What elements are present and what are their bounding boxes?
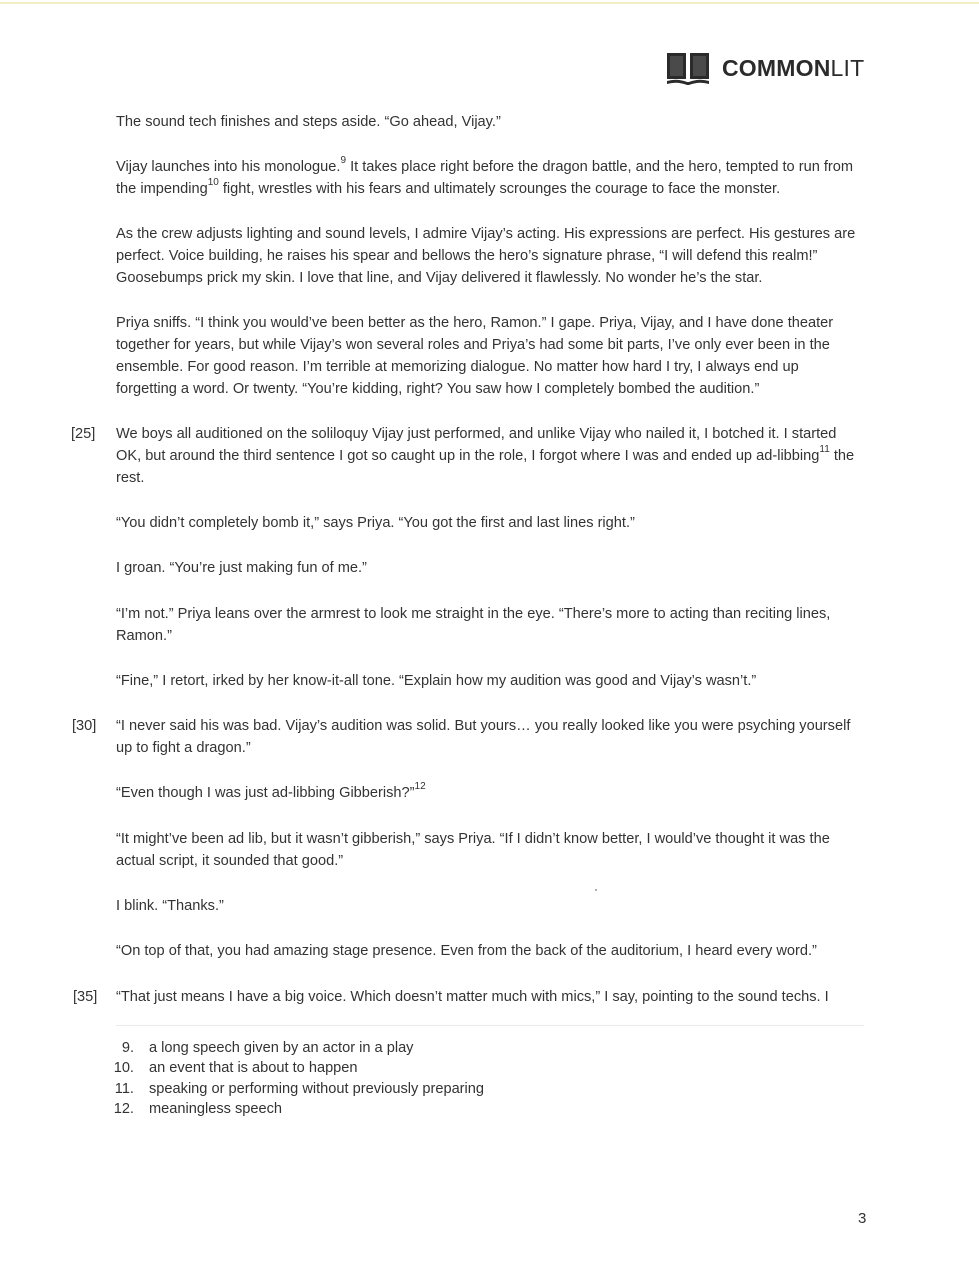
paragraph-text: The sound tech finishes and steps aside. “Go ahead, Vijay.” bbox=[116, 114, 501, 130]
footnote-number: 10. bbox=[113, 1060, 134, 1077]
paragraph-text: As the crew adjusts lighting and sound levels, I admire Vijay’s acting. His expressions are perfect. His gestures are perfect. Voice building, he raises his spear and bellows the hero’s signature phrase, “I will defend this realm!” Goosebumps prick my skin. I love that line, and Vijay delivered it flawlessly. No wonder he’s the star. bbox=[116, 226, 856, 286]
footnote-ref[interactable]: 10 bbox=[207, 177, 219, 189]
paragraph-text: It takes place right before the dragon battle, and the hero, tempted to run from the impending bbox=[116, 159, 854, 197]
footnote-number: 11. bbox=[114, 1080, 134, 1097]
paragraph-text: I blink. “Thanks.” bbox=[116, 898, 224, 914]
paragraph-text: “Fine,” I retort, irked by her know-it-all tone. “Explain how my audition was good and Vijay’s wasn’t.” bbox=[116, 673, 757, 689]
book-icon bbox=[666, 51, 710, 85]
footnote-text: speaking or performing without previously preparing bbox=[149, 1080, 485, 1097]
footnote-ref[interactable]: 9 bbox=[340, 155, 347, 167]
footnote-text: a long speech given by an actor in a play bbox=[149, 1040, 414, 1056]
logo-bold-text: COMMON bbox=[722, 54, 831, 81]
paragraph bbox=[116, 782, 862, 804]
paragraph-text: “It might’ve been ad lib, but it wasn’t gibberish,” says Priya. “If I didn’t know better, I would’ve thought it was the actual script, it sounded that good.” bbox=[116, 831, 830, 869]
page-number: 3 bbox=[858, 1210, 867, 1227]
scan-speck bbox=[595, 889, 597, 891]
paragraph bbox=[116, 557, 862, 579]
footnote bbox=[104, 1038, 484, 1058]
footnote-ref[interactable]: 11 bbox=[819, 444, 830, 456]
footnote bbox=[104, 1099, 484, 1119]
footnote-divider bbox=[116, 1025, 864, 1026]
paragraph bbox=[116, 512, 862, 534]
footnote-text: meaningless speech bbox=[149, 1100, 283, 1117]
logo-light-text: LIT bbox=[830, 54, 865, 81]
paragraph bbox=[116, 312, 862, 400]
paragraph-text: “I’m not.” Priya leans over the armrest to look me straight in the eye. “There’s more to acting than reciting lines, Ramon.” bbox=[116, 606, 831, 644]
paragraph-text: Priya sniffs. “I think you would’ve been better as the hero, Ramon.” I gape. Priya, Vijay, and I have done theater together for years, but while Vijay’s won several roles and Priya’s had some bit parts, I’ve only ever been in the ensemble. For good reason. I’m terrible at memorizing dialogue. No matter how hard I try, I always end up forgetting a word. Or twenty. “You’re kidding, right? You saw how I completely bombed the audition.” bbox=[116, 315, 834, 397]
footnote-ref[interactable]: 12 bbox=[414, 781, 426, 793]
paragraph-text: “On top of that, you had amazing stage presence. Even from the back of the auditorium, I heard every word.” bbox=[116, 943, 817, 959]
paragraph bbox=[116, 895, 862, 917]
commonlit-logo bbox=[666, 50, 864, 86]
paragraph bbox=[116, 603, 862, 647]
paragraph bbox=[116, 828, 862, 872]
paragraph-text: “Even though I was just ad-libbing Gibberish?” bbox=[116, 785, 415, 801]
paragraph-text: “I never said his was bad. Vijay’s audition was solid. But yours… you really looked like you were psyching yourself up to fight a dragon.” bbox=[116, 718, 851, 756]
footnote-number: 9. bbox=[121, 1040, 134, 1056]
footnote bbox=[104, 1058, 484, 1078]
footnote-text: an event that is about to happen bbox=[149, 1060, 358, 1077]
paragraph bbox=[116, 986, 862, 1008]
footnote bbox=[104, 1079, 484, 1099]
paragraph-number: [25] bbox=[71, 426, 96, 442]
top-rule bbox=[0, 2, 979, 4]
paragraph-text: the rest. bbox=[116, 448, 855, 486]
footnotes bbox=[104, 1038, 484, 1119]
paragraph bbox=[116, 156, 862, 200]
paragraph-text: Vijay launches into his monologue. bbox=[116, 159, 341, 175]
paragraph bbox=[116, 940, 862, 962]
footnote-number: 12. bbox=[113, 1100, 134, 1117]
paragraph bbox=[116, 715, 862, 759]
paragraph-number: [30] bbox=[72, 718, 97, 734]
paragraph bbox=[116, 670, 862, 692]
paragraph-text: fight, wrestles with his fears and ultimately scrounges the courage to face the monster. bbox=[218, 181, 781, 197]
paragraph-number: [35] bbox=[73, 989, 98, 1005]
logo-wordmark bbox=[722, 54, 865, 81]
paragraph-text: “That just means I have a big voice. Which doesn’t matter much with mics,” I say, pointing to the sound techs. I bbox=[116, 989, 829, 1005]
paragraph bbox=[116, 423, 862, 489]
paragraph-text: I groan. “You’re just making fun of me.” bbox=[116, 560, 367, 576]
paragraph-text: We boys all auditioned on the soliloquy Vijay just performed, and unlike Vijay who nailed it, I botched it. I started OK, but around the third sentence I got so caught up in the role, I forgot where I was and ended up ad-libbing bbox=[116, 426, 837, 464]
paragraph-text: “You didn’t completely bomb it,” says Priya. “You got the first and last lines right.” bbox=[116, 515, 635, 531]
paragraph bbox=[116, 223, 862, 289]
paragraph bbox=[116, 111, 862, 133]
